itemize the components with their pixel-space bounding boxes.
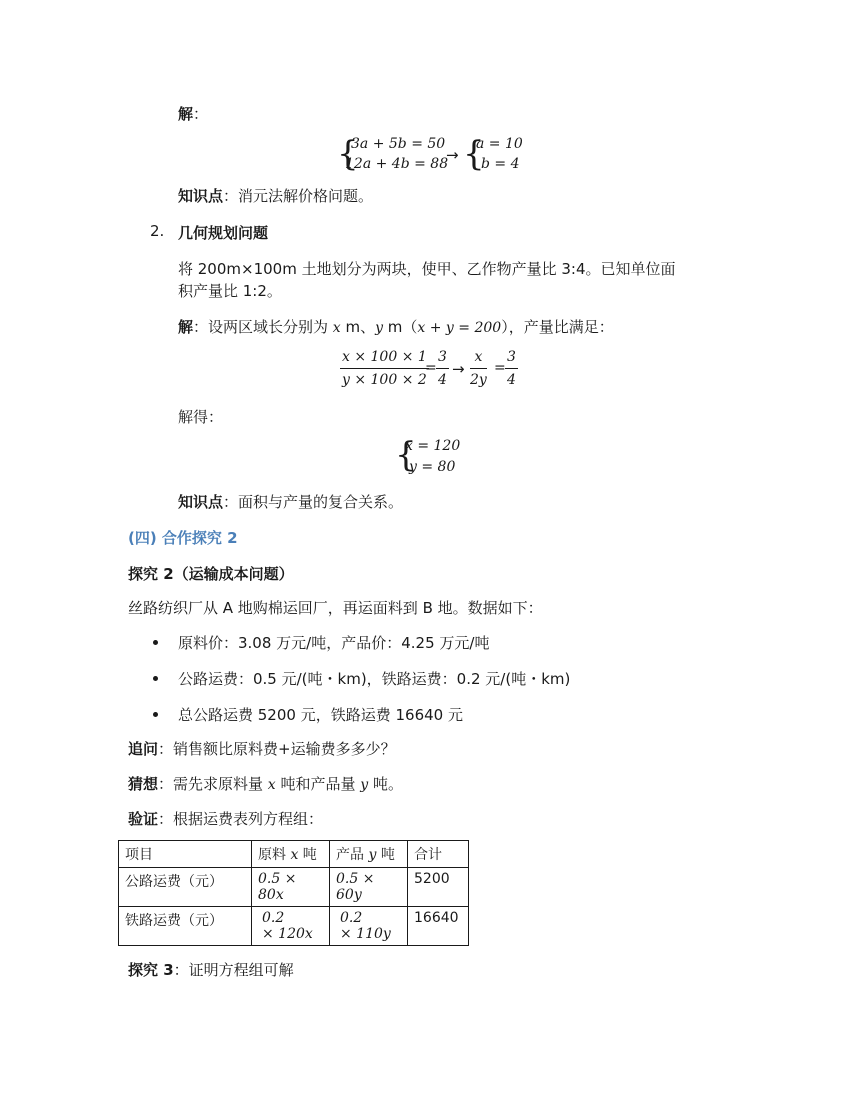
fraction-denominator: 4 bbox=[438, 372, 447, 388]
solve-label: 解 bbox=[178, 105, 194, 123]
table-cell: 0.5 × 60y bbox=[330, 868, 408, 907]
var-y: y bbox=[360, 777, 369, 793]
verify-line bbox=[128, 808, 323, 829]
fraction-denominator: 2y bbox=[470, 372, 487, 388]
bullet-item: 总公路运费 5200 元，铁路运费 16640 元 bbox=[178, 706, 463, 724]
condition: x + y = 200 bbox=[417, 320, 502, 336]
result-2: b = 4 bbox=[481, 156, 520, 172]
problem-desc-line1: 将 200m×100m 土地划分为两块，使甲、乙作物产量比 3:4。已知单位面 bbox=[178, 260, 676, 278]
guess-text: ：需先求原料量 bbox=[158, 775, 268, 793]
table-cell: 16640 bbox=[408, 907, 469, 946]
problem-title: 几何规划问题 bbox=[178, 224, 269, 242]
verify-label: 验证 bbox=[128, 810, 159, 828]
bullet-item: 原料价：3.08 万元/吨，产品价：4.25 万元/吨 bbox=[178, 634, 490, 652]
equation-2: 12a + 4b = 88 bbox=[345, 156, 449, 172]
fraction-4 bbox=[505, 349, 518, 388]
table-cell: 铁路运费（元） bbox=[119, 907, 252, 946]
fraction-numerator: 3 bbox=[505, 349, 518, 369]
fraction-3 bbox=[470, 349, 487, 388]
table-header-cell: 合计 bbox=[408, 841, 469, 868]
guess-label: 猜想 bbox=[128, 775, 159, 793]
equation-1: 3a + 5b = 50 bbox=[351, 136, 446, 152]
question-text: ：销售额比原料费+运输费多多少？ bbox=[158, 740, 396, 758]
explore-3-line bbox=[128, 959, 294, 980]
result-x: x = 120 bbox=[405, 438, 461, 454]
fraction-denominator: y × 100 × 2 bbox=[341, 372, 427, 388]
table-header-cell: 项目 bbox=[119, 841, 252, 868]
kp-label: 知识点 bbox=[178, 187, 224, 205]
intro-text: 丝路纺织厂从 A 地购棉运回厂，再运面料到 B 地。数据如下： bbox=[128, 599, 543, 617]
fraction-numerator: x bbox=[470, 349, 487, 369]
table-cell: 0.5 × 80x bbox=[252, 868, 330, 907]
table-cell: 5200 bbox=[408, 868, 469, 907]
bullet-dot bbox=[153, 712, 158, 717]
arrow: → bbox=[446, 146, 459, 164]
bullet-dot bbox=[153, 676, 158, 681]
bullet-item: 公路运费：0.5 元/(吨・km)，铁路运费：0.2 元/(吨・km) bbox=[178, 670, 571, 688]
fraction-1 bbox=[340, 349, 429, 388]
problem-number: 2. bbox=[150, 222, 165, 240]
result-1: a = 10 bbox=[476, 136, 523, 152]
verify-text: ：根据运费表列方程组： bbox=[158, 810, 324, 828]
arrow: → bbox=[452, 360, 465, 378]
kp-label: 知识点 bbox=[178, 493, 224, 511]
fraction-numerator: 3 bbox=[436, 349, 449, 369]
table-row bbox=[119, 907, 469, 946]
guess-text: 吨。 bbox=[368, 775, 403, 793]
guess-line bbox=[128, 773, 403, 794]
solve-setup bbox=[178, 316, 614, 337]
kp-text: ：消元法解价格问题。 bbox=[223, 187, 374, 205]
section-heading: (四) 合作探究 2 bbox=[128, 529, 238, 547]
colon: ： bbox=[193, 105, 209, 123]
explore-3-text: ：证明方程组可解 bbox=[173, 961, 294, 979]
problem-desc-line2: 积产量比 1:2。 bbox=[178, 282, 282, 300]
var-y: y bbox=[375, 320, 384, 336]
bullet-dot bbox=[153, 640, 158, 645]
result-brace: { bbox=[463, 134, 485, 174]
result-brace: { bbox=[395, 435, 417, 475]
equals-sign: = bbox=[425, 360, 437, 376]
table-header-cell: 原料 x 吨 bbox=[252, 841, 330, 868]
unit: m（ bbox=[383, 318, 418, 336]
result-y: y = 80 bbox=[409, 459, 456, 475]
table-cell: 0.2 × 120x bbox=[252, 907, 330, 946]
freight-table bbox=[118, 840, 469, 946]
solve-text: ），产量比满足： bbox=[501, 318, 614, 336]
solved-label: 解得： bbox=[178, 408, 224, 426]
equals-sign: = bbox=[494, 360, 506, 376]
knowledge-point-2 bbox=[178, 491, 403, 512]
table-cell: 公路运费（元） bbox=[119, 868, 252, 907]
solve-line bbox=[178, 103, 208, 124]
table-row bbox=[119, 868, 469, 907]
var-x: x bbox=[267, 777, 276, 793]
question-label: 追问 bbox=[128, 740, 159, 758]
fraction-2 bbox=[436, 349, 449, 388]
kp-text: ：面积与产量的复合关系。 bbox=[223, 493, 404, 511]
table-cell: 0.2 × 110y bbox=[330, 907, 408, 946]
explore-2-title: 探究 2（运输成本问题） bbox=[128, 565, 294, 583]
table-header-cell: 产品 y 吨 bbox=[330, 841, 408, 868]
solve-label: 解 bbox=[178, 318, 194, 336]
fraction-denominator: 4 bbox=[507, 372, 516, 388]
guess-text: 吨和产品量 bbox=[275, 775, 361, 793]
var-x: x bbox=[332, 320, 341, 336]
follow-up-question bbox=[128, 738, 396, 759]
solve-text: ：设两区域长分别为 bbox=[193, 318, 333, 336]
table-header-row bbox=[119, 841, 469, 868]
explore-3-label: 探究 3 bbox=[128, 961, 174, 979]
left-brace: { bbox=[337, 134, 359, 174]
fraction-numerator: x × 100 × 1 bbox=[340, 349, 429, 369]
knowledge-point-1 bbox=[178, 185, 373, 206]
unit: m、 bbox=[340, 318, 376, 336]
